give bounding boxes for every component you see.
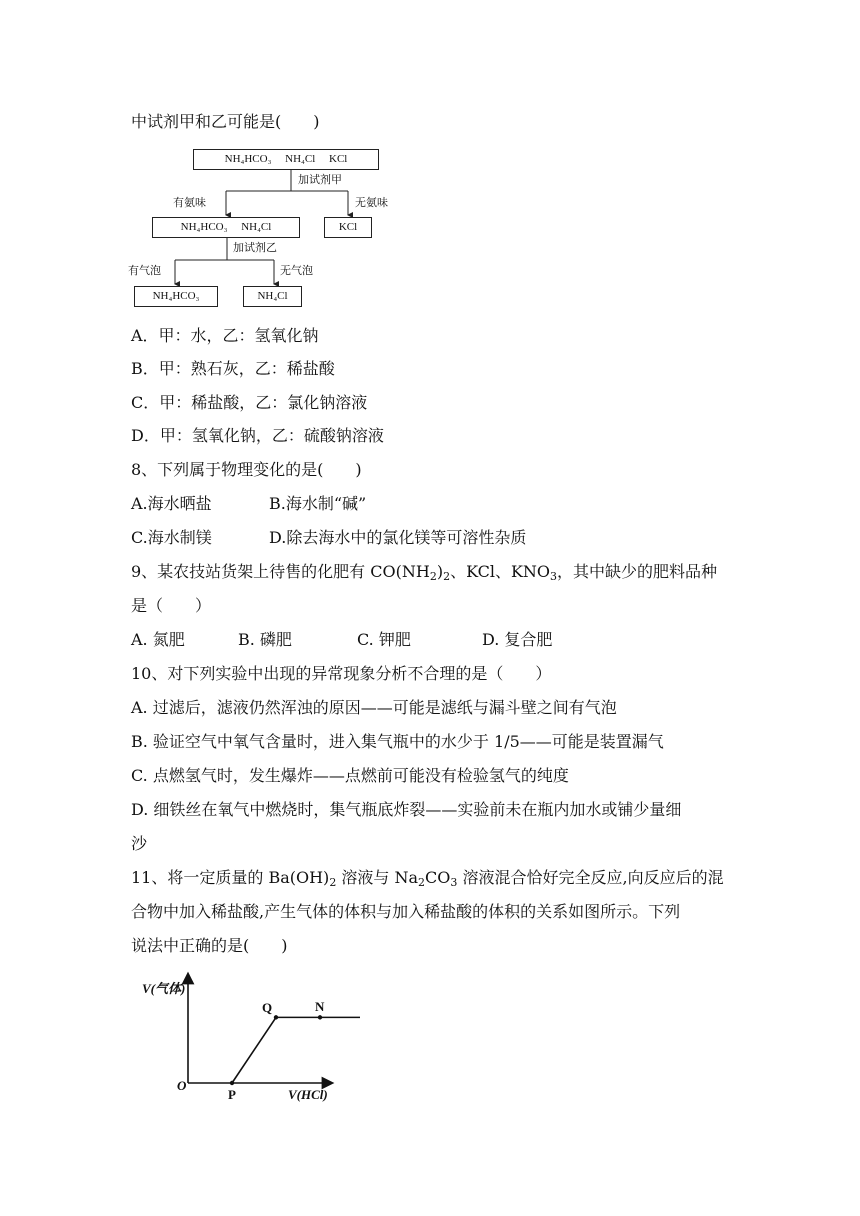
y-axis-label: V(气体) [142,981,186,996]
q8-stem: 8、下列属于物理变化的是( ) [131,460,362,479]
point-p [230,1081,234,1085]
gas-volume-chart [130,970,360,1110]
q7-option-d: D．甲：氢氧化钠，乙：硫酸钠溶液 [131,426,384,445]
flow-kcl-box: KCl [324,217,372,238]
x-axis-label: V(HCl) [288,1087,328,1102]
q10-option-c: C. 点燃氢气时，发生爆炸——点燃前可能没有检验氢气的纯度 [131,766,569,785]
q9-option-b: B. 磷肥 [238,630,292,649]
q11-stem-line1: 11、将一定质量的 $Ba(OH)_2$ 溶液与 $Na_2CO_3$ 溶液混合恰好完全反应,向反应后的混 [131,868,724,889]
flow-bubble-yes: 有气泡 [128,264,161,277]
point-n [318,1015,322,1019]
point-q [274,1015,278,1019]
q7-stem: 中试剂甲和乙可能是( ) [131,112,320,131]
flow-top-box: NH₄HCO₃ NH₄Cl KCl [193,149,379,170]
flow-left-branch: 有氨味 [173,196,206,209]
flow-right-result: NH₄Cl [243,286,302,307]
flow-left-result: NH₄HCO₃ [134,286,218,307]
q7-option-b: B．甲：熟石灰，乙：稀盐酸 [131,359,335,378]
q7-option-c: C．甲：稀盐酸，乙：氯化钠溶液 [131,393,368,412]
q7-option-a: A．甲：水，乙：氢氧化钠 [131,326,319,345]
flow-step2: 加试剂乙 [233,241,277,254]
q8-option-d: D.除去海水中的氯化镁等可溶性杂质 [269,528,527,547]
q8-option-c: C.海水制镁 [131,528,212,547]
q10-option-b: B. 验证空气中氧气含量时，进入集气瓶中的水少于 1/5——可能是装置漏气 [131,732,664,751]
q9-option-c: C. 钾肥 [357,630,411,649]
flow-right-branch: 无氨味 [355,196,388,209]
origin-label: O [177,1078,187,1093]
series-line [232,1017,360,1083]
point-label-p: P [228,1087,236,1102]
q9-stem: 9、某农技站货架上待售的化肥有 $CO(NH_2)_2$、KCl、$KNO_3$，其中缺少的肥料品种 [131,562,718,583]
flow-mid-box: NH₄HCO₃ NH₄Cl [152,217,300,238]
q11-stem-line2: 合物中加入稀盐酸,产生气体的体积与加入稀盐酸的体积的关系如图所示。下列 [131,902,681,921]
q10-option-d: D. 细铁丝在氧气中燃烧时，集气瓶底炸裂——实验前未在瓶内加水或铺少量细 [131,800,682,819]
q11-stem-line3: 说法中正确的是( ) [131,936,288,955]
point-label-q: Q [262,1000,273,1016]
q10-stem: 10、对下列实验中出现的异常现象分析不合理的是（ ） [131,664,552,683]
q8-option-a: A.海水晒盐 [131,494,212,513]
q9-option-d: D. 复合肥 [482,630,553,649]
q10-option-d-cont: 沙 [131,834,148,853]
q8-option-b: B.海水制“碱” [269,494,367,513]
point-label-n: N [315,999,325,1015]
q9-stem-line2: 是（ ） [131,596,212,615]
q9-option-a: A. 氮肥 [131,630,185,649]
q10-option-a: A. 过滤后，滤液仍然浑浊的原因——可能是滤纸与漏斗壁之间有气泡 [131,698,617,717]
flow-step1: 加试剂甲 [298,173,342,186]
flow-bubble-no: 无气泡 [280,264,313,277]
